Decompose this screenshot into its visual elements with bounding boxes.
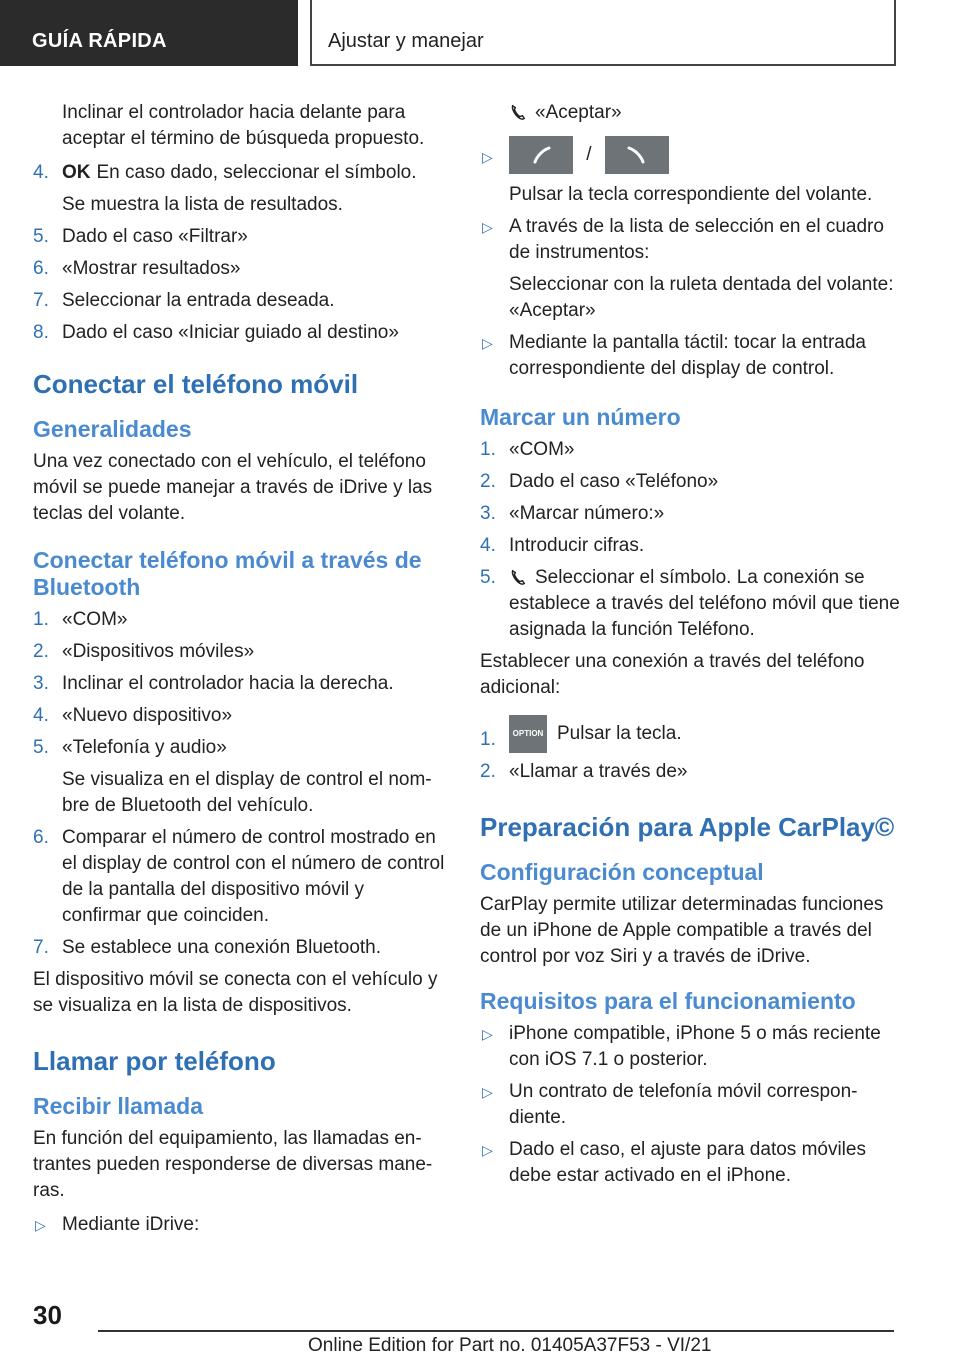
list-item: 3. «Marcar número:»: [480, 503, 665, 524]
bullet-item: ▷ /: [480, 136, 900, 174]
receive-text: En función del equipamiento, las llamadas en-trantes pueden responderse de diversas mane-ras.: [33, 1128, 433, 1201]
header-title: Ajustar y manejar: [328, 30, 484, 52]
list-item: 2. «Dispositivos móviles»: [33, 641, 255, 662]
general-text: Una vez conectado con el vehículo, el teléfono móvil se puede manejar a través de iDrive y las teclas del volante.: [33, 451, 433, 524]
list-item: 1. «COM»: [480, 439, 575, 460]
bullet-item: ▷ Un contrato de telefonía móvil correspon-diente.: [482, 1081, 858, 1128]
list-item: 4. «Nuevo dispositivo»: [33, 705, 233, 726]
heading-carplay: Preparación para Apple CarPlay©: [480, 812, 895, 842]
list-item: 8. Dado el caso «Iniciar guiado al destino»: [33, 322, 399, 343]
right-column: [480, 100, 900, 1195]
triangle-bullet-icon: ▷: [482, 149, 493, 165]
header-section-label: GUÍA RÁPIDA: [32, 30, 167, 52]
bullet-item: ▷ Mediante la pantalla táctil: tocar la entrada correspondiente del display de control.: [482, 332, 866, 379]
header-section-tab: [0, 0, 298, 66]
list-item: 6. Comparar el número de control mostrado en el display de control con el número de control de la pantalla del dispositivo móvil y confirmar que coinciden.: [33, 827, 445, 926]
page-number: 30: [33, 1300, 62, 1330]
heading-config: Configuración conceptual: [480, 859, 764, 885]
list-item: 6. «Mostrar resultados»: [33, 258, 241, 279]
list-item: 5. «Telefonía y audio»: [33, 737, 227, 758]
list-item: 4. OK En caso dado, seleccionar el símbolo.: [33, 160, 448, 186]
wheel-key-text: Pulsar la tecla correspondiente del volante.: [509, 184, 873, 205]
triangle-bullet-icon: ▷: [482, 1142, 493, 1158]
footer-divider: [98, 1330, 894, 1332]
footer-edition: Online Edition for Part no. 01405A37F53 - VI/21: [308, 1335, 712, 1356]
list-item: 1. «COM»: [33, 609, 128, 630]
heading-general: Generalidades: [33, 416, 192, 442]
list-item: 2. Dado el caso «Teléfono»: [480, 471, 719, 492]
heading-dial: Marcar un número: [480, 404, 681, 430]
bullet-item: ▷ Mediante iDrive:: [33, 1212, 448, 1238]
config-text: CarPlay permite utilizar determinadas funciones de un iPhone de Apple compatible a través del control por voz Siri y a través de iDrive.: [480, 894, 884, 967]
header-title-box: [310, 0, 896, 66]
accept-line: «Aceptar»: [480, 100, 900, 126]
heading-requirements: Requisitos para el funcionamiento: [480, 988, 856, 1014]
heading-receive: Recibir llamada: [33, 1093, 204, 1119]
list-item: 7. Seleccionar la entrada deseada.: [33, 290, 335, 311]
list-item: 7. Se establece una conexión Bluetooth.: [33, 937, 382, 958]
heading-connect-phone: Conectar el teléfono móvil: [33, 369, 359, 399]
sub-text: Se visualiza en el display de control el nom-bre de Bluetooth del vehículo.: [62, 769, 432, 816]
list-item: 2. «Llamar a través de»: [480, 761, 688, 782]
sub-text: Se muestra la lista de resultados.: [62, 194, 343, 215]
list-item: 5. Dado el caso «Filtrar»: [33, 226, 248, 247]
triangle-bullet-icon: ▷: [482, 335, 493, 351]
phone-icon: [509, 569, 527, 587]
bullet-item: ▷ iPhone compatible, iPhone 5 o más reciente con iOS 7.1 o posterior.: [482, 1023, 881, 1070]
end-call-button-icon: [605, 136, 669, 174]
option-button-icon: OPTION: [509, 715, 547, 753]
phone-icon: [509, 104, 527, 122]
left-column: [33, 100, 448, 1244]
list-item: 1. OPTION Pulsar la tecla.: [480, 715, 900, 753]
triangle-bullet-icon: ▷: [482, 1084, 493, 1100]
intro-text: Inclinar el controlador hacia delante para aceptar el término de búsqueda propuesto.: [62, 102, 425, 149]
accept-call-button-icon: [509, 136, 573, 174]
ok-icon: OK: [62, 162, 91, 183]
heading-bluetooth: Conectar teléfono móvil a través de Bluetooth: [33, 547, 422, 600]
bluetooth-after-text: El dispositivo móvil se conecta con el vehículo y se visualiza en la lista de dispositivos.: [33, 969, 438, 1016]
list-item: 5. Seleccionar el símbolo. La conexión se establece a través del teléfono móvil que tiene asignada la función Teléfono.: [480, 567, 900, 640]
sub-text: Seleccionar con la ruleta dentada del volante: «Aceptar»: [509, 274, 894, 321]
triangle-bullet-icon: ▷: [482, 1026, 493, 1042]
triangle-bullet-icon: ▷: [35, 1217, 46, 1233]
list-item: 4. Introducir cifras.: [480, 535, 645, 556]
page-header: [0, 0, 960, 66]
triangle-bullet-icon: ▷: [482, 219, 493, 235]
additional-text: Establecer una conexión a través del teléfono adicional:: [480, 651, 865, 698]
bullet-item: ▷ Dado el caso, el ajuste para datos móviles debe estar activado en el iPhone.: [482, 1139, 866, 1186]
list-item: 3. Inclinar el controlador hacia la derecha.: [33, 673, 394, 694]
bullet-item: ▷ A través de la lista de selección en el cuadro de instrumentos:: [482, 216, 884, 263]
heading-call: Llamar por teléfono: [33, 1046, 276, 1076]
